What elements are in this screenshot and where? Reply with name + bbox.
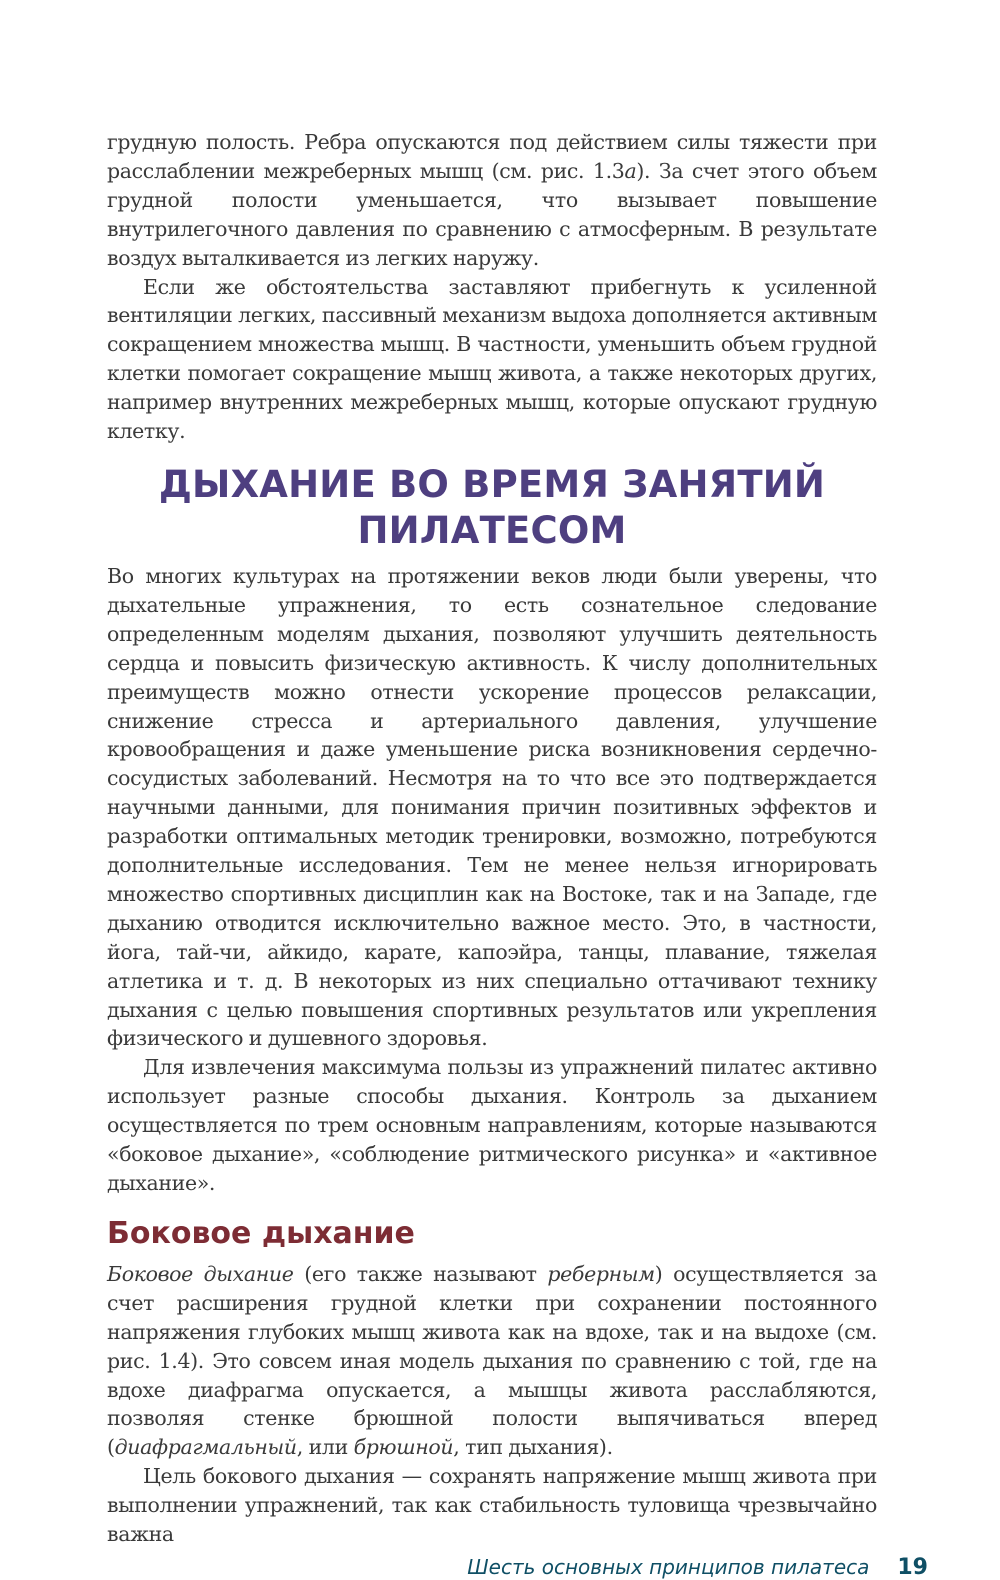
- page-footer: [467, 1555, 928, 1580]
- text-span: , или: [296, 1435, 354, 1460]
- subsection-paragraph-2: Цель бокового дыхания — сохранять напряжение мышц живота при выполнении упражнений, так как стабильность туловища чрезвычайно важна: [107, 1464, 877, 1547]
- text-span: ) осуществляется за счет расширения грудной клетки при сохранении постоянного напряжения глубоких мышц живота как на вдохе, так и на выдохе (см. рис. 1.4). Это совсем иная модель дыхания по сравнению с той, где на вдохе диафрагма опускается, а мышцы живота расслабляются, позволяя стенке брюшной полости выпячиваться вперед (: [107, 1261, 877, 1460]
- section-paragraph-1: Во многих культурах на протяжении веков люди были уверены, что дыхательные упражнения, то есть сознательное следование определенным моделям дыхания, позволяют улучшить деятельность сердца и повысить физическую активность. К числу дополнительных преимуществ можно отнести ускорение процессов релаксации, снижение стресса и артериального давления, улучшение кровообращения и даже уменьшение риска возникновения сердечно-сосудистых заболеваний. Несмотря на то что все это подтверждается научными данными, для понимания причин позитивных эффектов и разработки оптимальных методик тренировки, возможно, потребуются дополнительные исследования. Тем не менее нельзя игнорировать множество спортивных дисциплин как на Востоке, так и на Западе, где дыханию отводится исключительно важное место. Это, в частности, йога, тай-чи, айкидо, карате, капоэйра, танцы, плавание, тяжелая атлетика и т. д. В некоторых из них специально оттачивают технику дыхания с целью повышения спортивных результатов или укрепления физического и душевного здоровья.: [107, 563, 877, 1051]
- running-footer-title: Шесть основных принципов пилатеса: [467, 1555, 870, 1579]
- text-span: (его также называют: [293, 1261, 548, 1286]
- body-paragraph-1: [107, 128, 877, 273]
- term-italic: реберным: [547, 1261, 655, 1286]
- text-span: грудную полость. Ребра опускаются под действием силы тяжести при расслаблении межреберных мышц (см. рис. 1.3: [107, 130, 877, 183]
- body-paragraph-2: Если же обстоятельства заставляют прибегнуть к усиленной вентиляции легких, пассивный механизм выдоха дополняется активным сокращением множества мышц. В частности, уменьшить объем грудной клетки помогает сокращение мышц живота, а также некоторых других, например внутренних межреберных мышц, которые опускают грудную клетку.: [107, 274, 877, 444]
- page-content: [107, 128, 877, 1549]
- page-number: 19: [897, 1555, 928, 1580]
- term-italic: Боковое дыхание: [107, 1261, 294, 1286]
- subsection-paragraph-1: [107, 1260, 877, 1462]
- section-paragraph-2: Для извлечения максимума пользы из упражнений пилатес активно использует разные способы дыхания. Контроль за дыханием осуществляется по трем основным направлениям, которые называются «боковое дыхание», «соблюдение ритмического рисунка» и «активное дыхание».: [107, 1055, 877, 1195]
- term-italic: диафрагмальный: [114, 1435, 297, 1460]
- figure-ref-italic: а: [624, 158, 637, 183]
- section-heading: ДЫХАНИЕ ВО ВРЕМЯ ЗАНЯТИЙ ПИЛАТЕСОМ: [158, 462, 826, 552]
- text-span: ). За счет этого объем грудной полости уменьшается, что вызывает повышение внутрилегочного давления по сравнению с атмосферным. В результате воздух выталкивается из легких наружу.: [107, 158, 877, 270]
- text-span: , тип дыхания).: [453, 1435, 613, 1460]
- term-italic: брюшной: [353, 1435, 454, 1460]
- subsection-heading: Боковое дыхание: [107, 1215, 415, 1251]
